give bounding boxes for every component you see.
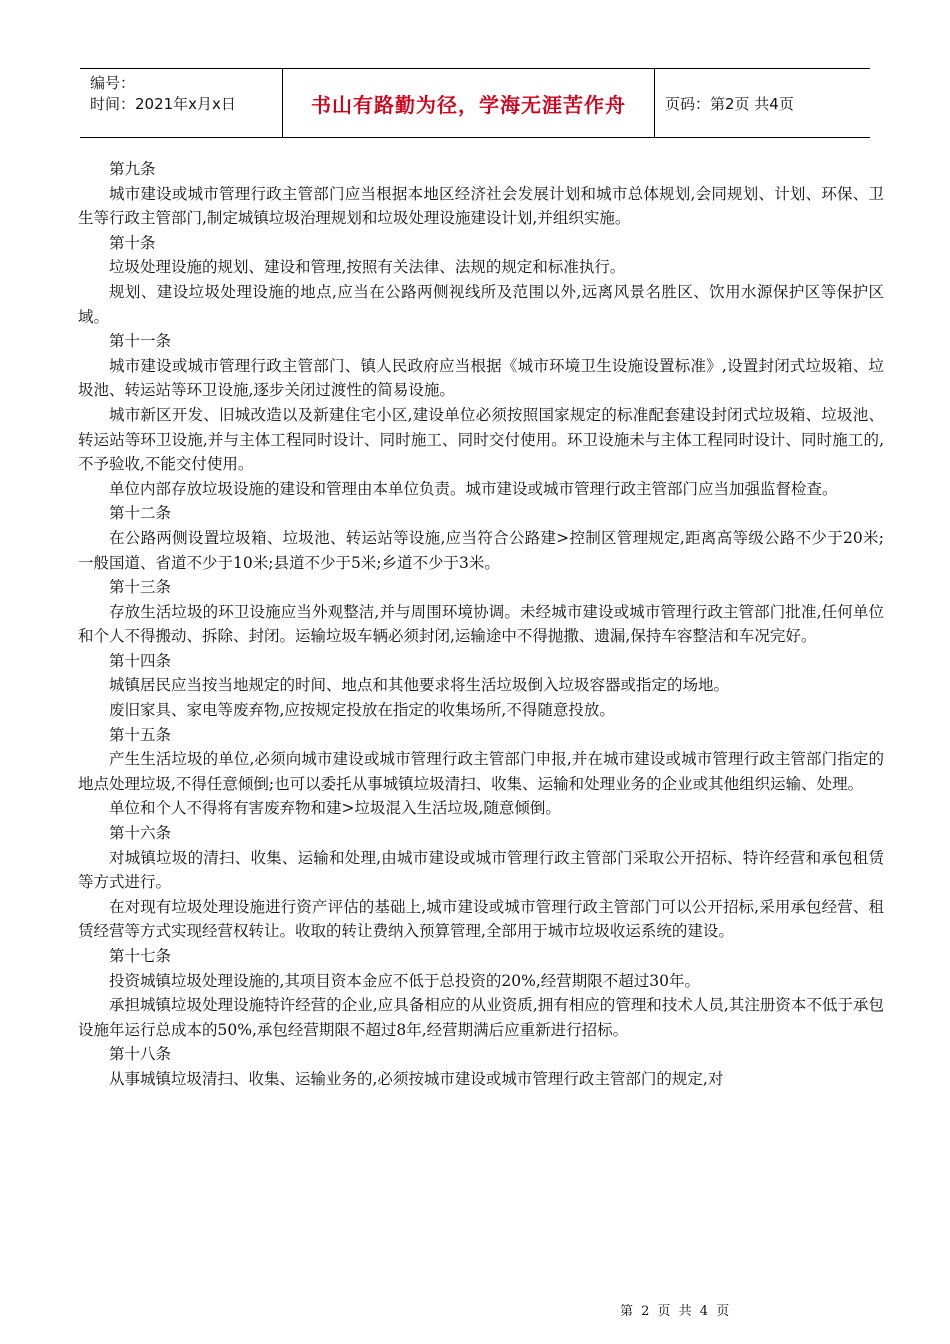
paragraph: 产生生活垃圾的单位,必须向城市建设或城市管理行政主管部门申报,并在城市建设或城市管理行政主管部门指定的地点处理垃圾,不得任意倾倒;也可以委托从事城镇垃圾清扫、收集、运输和处理业务的企业或其他组织运输、处理。 <box>78 750 884 793</box>
document-number-label: 编号： <box>90 74 136 92</box>
page-footer: 第 2 页 共 4 页 <box>620 1304 732 1319</box>
article-heading: 第十五条 <box>109 725 172 744</box>
paragraph: 垃圾处理设施的规划、建设和管理,按照有关法律、法规的规定和标准执行。 <box>109 258 626 277</box>
paragraph: 规划、建设垃圾处理设施的地点,应当在公路两侧视线所及范围以外,远离风景名胜区、饮用水源保护区等保护区域。 <box>78 282 884 326</box>
header-meta <box>80 69 283 137</box>
article-heading: 第十三条 <box>109 578 172 597</box>
article-heading: 第十七条 <box>109 947 172 965</box>
document-body <box>78 157 884 1092</box>
document-date: 时间：2021年x月x日 <box>90 95 236 113</box>
paragraph: 废旧家具、家电等废弃物,应按规定投放在指定的收集场所,不得随意投放。 <box>109 701 615 720</box>
paragraph: 从事城镇垃圾清扫、收集、运输业务的,必须按城市建设或城市管理行政主管部门的规定,对 <box>109 1069 724 1088</box>
paragraph: 城市建设或城市管理行政主管部门、镇人民政府应当根据《城市环境卫生设施设置标准》,设置封闭式垃圾箱、垃圾池、转运站等环卫设施,逐步关闭过渡性的简易设施。 <box>78 356 884 400</box>
article-heading: 第九条 <box>109 160 156 178</box>
paragraph: 城市建设或城市管理行政主管部门应当根据本地区经济社会发展计划和城市总体规划,会同规划、计划、环保、卫生等行政主管部门,制定城镇垃圾治理规划和垃圾处理设施建设计划,并组织实施。 <box>78 184 884 228</box>
paragraph: 城市新区开发、旧城改造以及新建住宅小区,建设单位必须按照国家规定的标准配套建设封闭式垃圾箱、垃圾池、转运站等环卫设施,并与主体工程同时设计、同时施工、同时交付使用。环卫设施未与主体工程同时设计、同时施工的,不予验收,不能交付使用。 <box>78 405 884 474</box>
article-heading: 第十八条 <box>109 1045 172 1064</box>
header-motto-cell <box>283 69 655 137</box>
article-heading: 第十二条 <box>109 504 172 523</box>
article-heading: 第十条 <box>109 233 156 252</box>
article-heading: 第十一条 <box>109 332 172 351</box>
paragraph: 单位和个人不得将有害废弃物和建>垃圾混入生活垃圾,随意倾倒。 <box>109 799 561 818</box>
header-page-info <box>655 69 870 137</box>
paragraph: 单位内部存放垃圾设施的建设和管理由本单位负责。城市建设或城市管理行政主管部门应当加强监督检查。 <box>109 479 838 498</box>
paragraph: 承担城镇垃圾处理设施特许经营的企业,应具备相应的从业资质,拥有相应的管理和技术人员,其注册资本不低于承包设施年运行总成本的50%,承包经营期限不超过8年,经营期满后应重新进行招标。 <box>78 996 884 1039</box>
article-heading: 第十六条 <box>109 824 172 843</box>
article-heading: 第十四条 <box>109 651 172 670</box>
page-header <box>80 68 870 138</box>
paragraph: 对城镇垃圾的清扫、收集、运输和处理,由城市建设或城市管理行政主管部门采取公开招标、特许经营和承包租赁等方式进行。 <box>78 848 884 892</box>
paragraph: 城镇居民应当按当地规定的时间、地点和其他要求将生活垃圾倒入垃圾容器或指定的场地。 <box>109 676 730 695</box>
motto: 书山有路勤为径，学海无涯苦作舟 <box>311 92 626 117</box>
paragraph: 投资城镇垃圾处理设施的,其项目资本金应不低于总投资的20%,经营期限不超过30年。 <box>109 971 701 990</box>
paragraph: 在对现有垃圾处理设施进行资产评估的基础上,城市建设或城市管理行政主管部门可以公开招标,采用承包经营、租赁经营等方式实现经营权转让。收取的转让费纳入预算管理,全部用于城市垃圾收运系统的建设。 <box>78 897 884 941</box>
paragraph: 存放生活垃圾的环卫设施应当外观整洁,并与周围环境协调。未经城市建设或城市管理行政主管部门批准,任何单位和个人不得搬动、拆除、封闭。运输垃圾车辆必须封闭,运输途中不得抛撒、遗漏,保持车容整洁和车况完好。 <box>78 602 884 646</box>
paragraph: 在公路两侧设置垃圾箱、垃圾池、转运站等设施,应当符合公路建>控制区管理规定,距离高等级公路不少于20米;一般国道、省道不少于10米;县道不少于5米;乡道不少于3米。 <box>78 528 884 572</box>
page-info-text: 页码：第2页 共4页 <box>665 94 794 113</box>
